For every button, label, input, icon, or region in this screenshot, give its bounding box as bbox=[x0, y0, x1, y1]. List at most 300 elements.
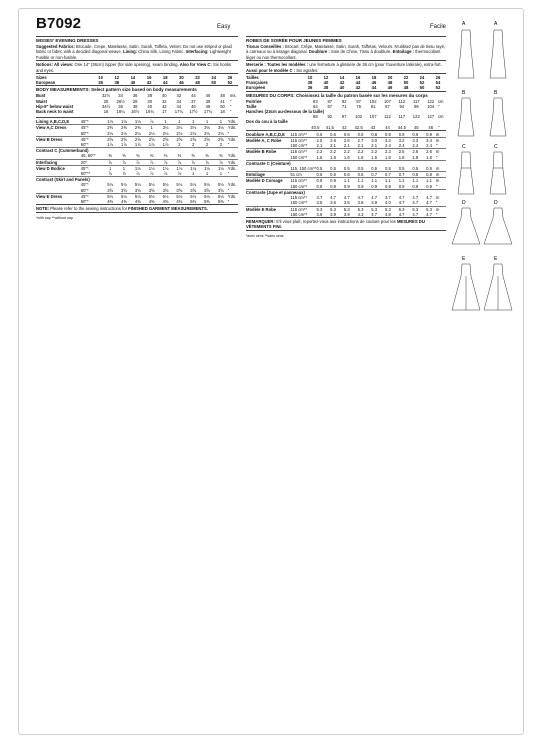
view-c-back-sketch bbox=[490, 152, 506, 194]
yardage-value: 2.2 bbox=[340, 149, 354, 155]
body-text: Please refer to the sewing instructions for bbox=[49, 206, 129, 212]
yardage-value: 0.9 bbox=[398, 183, 405, 189]
yardage-value: 5⅛ bbox=[134, 182, 141, 188]
unit-label: Yds. bbox=[227, 182, 237, 188]
yardage-value: 2.4 bbox=[412, 143, 419, 149]
yardage-value: 3⅛ bbox=[159, 125, 173, 131]
yardage-value: 4.7 bbox=[426, 200, 432, 206]
yardage-value: 2⅛ bbox=[107, 130, 114, 136]
yardage-value: 3⅝ bbox=[204, 187, 210, 193]
yardage-value: 0.5 bbox=[426, 166, 432, 172]
yardage-value: ⅞ bbox=[177, 171, 182, 177]
view-label: View D Bodice bbox=[36, 165, 81, 171]
yardage-value: ⅞ bbox=[136, 171, 140, 177]
yardage-value: 1⅛ bbox=[134, 119, 141, 125]
yardage-value: 0.9 bbox=[357, 183, 364, 189]
yardage-value: 0.6 bbox=[326, 172, 340, 178]
yardage-value: 0.9 bbox=[426, 183, 432, 189]
yardage-value: 2.5 bbox=[395, 149, 409, 155]
measurement-value: 32½ bbox=[101, 93, 111, 99]
size-value: 14 bbox=[130, 75, 136, 81]
measurement-value: 37 bbox=[191, 98, 196, 104]
size-value: 50 bbox=[211, 80, 217, 86]
yardage-value: 3⅝ bbox=[162, 187, 169, 193]
view-label: Doublure A,B,C,D,E bbox=[246, 131, 285, 137]
view-a-front-sketch bbox=[458, 30, 474, 78]
size-value: 10 bbox=[307, 75, 313, 81]
size-value: 42 bbox=[355, 85, 361, 91]
measurement-value: 122 bbox=[427, 98, 435, 104]
unit-label: " bbox=[227, 199, 230, 205]
yardage-value: 1 bbox=[145, 125, 159, 131]
yardage-value: 2⅝ bbox=[117, 136, 131, 142]
measurement-value: 94 bbox=[399, 103, 405, 109]
yardage-value: 2.1 bbox=[357, 143, 364, 149]
measurement-value: 67 bbox=[327, 103, 333, 109]
measurement-value: 28 bbox=[132, 98, 138, 104]
row-label: Tailles bbox=[246, 75, 259, 81]
yardage-value: 1 bbox=[103, 165, 117, 171]
yardage-row bbox=[246, 206, 446, 212]
yardage-value: 1⅛ bbox=[145, 165, 159, 171]
yardage-value: 0.5 bbox=[343, 166, 350, 172]
yardage-value: 1 bbox=[164, 119, 167, 125]
view-letter: D bbox=[462, 200, 466, 206]
yardage-value: 4.7 bbox=[371, 195, 378, 201]
fabric-width: 150 cm** bbox=[290, 211, 308, 217]
yardage-value: 3.5 bbox=[316, 200, 323, 206]
yardage-value: 1⅛ bbox=[214, 165, 228, 171]
view-label: View E Dress bbox=[36, 193, 81, 199]
yardage-value: 0.7 bbox=[381, 172, 395, 178]
yardage-value: 5⅛ bbox=[186, 193, 200, 199]
yardage-value: 3⅛ bbox=[200, 125, 214, 131]
measurement-value: 45 bbox=[413, 124, 419, 130]
yardage-row bbox=[246, 149, 446, 155]
yardage-value: 1.8 bbox=[412, 154, 419, 160]
fabric-width: 150 cm** bbox=[290, 143, 308, 149]
yardage-value: 0.5 bbox=[412, 166, 419, 172]
yardage-value: ⅜ bbox=[108, 153, 112, 159]
unit-label: m bbox=[435, 166, 440, 172]
yardage-value: 0.5 bbox=[357, 166, 364, 172]
yardage-value: 4.7 bbox=[426, 211, 432, 217]
yardage-value: 0.9 bbox=[326, 178, 340, 184]
yardage-value: 2.5 bbox=[313, 138, 327, 144]
body-text: Brocart, Crêpe, Matelassé, Satin, Surah, Taffetas, Velours. N'utilisez pas de tissu rayé, à carreaux ou à tissage diagonal. bbox=[246, 44, 446, 55]
yardage-value: ⅞ bbox=[103, 159, 117, 165]
measurement-value: 127 bbox=[427, 114, 435, 120]
yardage-value: ⅞ bbox=[131, 159, 145, 165]
view-letter: B bbox=[462, 90, 466, 96]
measurement-value: 38 bbox=[132, 103, 138, 109]
measurement-label: Taille bbox=[246, 103, 257, 109]
pattern-number: B7092 bbox=[36, 15, 82, 32]
yardage-value: 2⅛ bbox=[134, 130, 141, 136]
yardage-value: 1⅛ bbox=[200, 165, 214, 171]
divider bbox=[36, 60, 238, 61]
size-value: 38 bbox=[323, 85, 329, 91]
yardage-value: 1 bbox=[192, 171, 195, 177]
fabric-width: 150 cm** bbox=[290, 200, 308, 206]
size-value: 36 bbox=[98, 80, 103, 86]
yardage-value: 5.3 bbox=[408, 206, 422, 212]
yardage-value: 0.9 bbox=[384, 131, 391, 137]
footnote-en: *with nap **without nap bbox=[36, 215, 73, 220]
unit-label: " bbox=[437, 103, 440, 109]
yardage-value: 4.7 bbox=[412, 200, 419, 206]
bold-label: Also for View C: bbox=[179, 62, 212, 68]
divider bbox=[246, 60, 446, 61]
yardage-value: 5⅛ bbox=[159, 193, 173, 199]
yardage-value: 4⅜ bbox=[148, 199, 155, 205]
view-label: View A,C Dress bbox=[36, 125, 81, 131]
measurement-value: 44.5 bbox=[397, 124, 406, 130]
yardage-value: 1.6 bbox=[343, 154, 350, 160]
measurement-value: 48 bbox=[205, 103, 211, 109]
fabric-width: 60"* bbox=[80, 199, 89, 205]
size-value: 14 bbox=[339, 75, 345, 81]
yardage-value: 4.7 bbox=[371, 211, 378, 217]
size-value: 42 bbox=[146, 80, 152, 86]
measurement-value: 16 bbox=[103, 109, 109, 115]
measurement-label: Hip-9" below waist bbox=[36, 103, 74, 109]
yardage-value: 0.7 bbox=[395, 172, 409, 178]
yardage-value: 0.8 bbox=[371, 131, 378, 137]
unit-label: m bbox=[436, 206, 446, 212]
yardage-value: 0.9 bbox=[371, 183, 378, 189]
measurement-value: 112 bbox=[398, 98, 406, 104]
divider bbox=[36, 212, 238, 213]
size-value: 48 bbox=[195, 80, 200, 86]
yardage-value: 4⅜ bbox=[121, 199, 127, 205]
view-e-back-sketch bbox=[484, 264, 512, 310]
yardage-value: 2⅝ bbox=[103, 136, 117, 142]
yardage-value: 2⅛ bbox=[190, 130, 197, 136]
yardage-value: 2 bbox=[205, 142, 209, 148]
body-measurements-title-fr: MESURES DU CORPS: Choisissez la taille du patron basée sur les mesures du corps bbox=[246, 92, 428, 98]
body-text: Six agrafes. bbox=[295, 67, 319, 73]
size-value: 20 bbox=[179, 75, 184, 81]
measurement-value: 92 bbox=[327, 114, 333, 120]
yardage-value: 1⅛ bbox=[159, 165, 173, 171]
unit-label: m bbox=[436, 172, 446, 178]
divider bbox=[36, 117, 238, 118]
measurement-row bbox=[36, 109, 238, 114]
unit-label: " bbox=[227, 142, 230, 148]
fabric-width: 60"* bbox=[80, 187, 89, 193]
divider bbox=[36, 73, 238, 74]
unit-label: m bbox=[436, 149, 446, 155]
measurement-value: 17¾ bbox=[203, 109, 213, 115]
yardage-value: 4.7 bbox=[412, 195, 419, 201]
divider bbox=[36, 204, 238, 205]
yardage-value: 3⅛ bbox=[214, 125, 228, 131]
yardage-value: 2⅛ bbox=[148, 130, 155, 136]
fabric-width: 45"* bbox=[81, 193, 103, 199]
size-value: 46 bbox=[387, 85, 393, 91]
unit-label: Yds. bbox=[227, 119, 237, 125]
yardage-value: 2⅛ bbox=[204, 130, 210, 136]
yardage-value: ⅜ bbox=[122, 153, 126, 159]
measurement-value: 42 bbox=[161, 103, 167, 109]
row-label: European bbox=[36, 80, 56, 86]
yardage-value: 4⅜ bbox=[176, 199, 183, 205]
yardage-value: 4.8 bbox=[384, 211, 391, 217]
yardage-value: ⅜ bbox=[177, 153, 182, 159]
view-letter: C bbox=[494, 144, 498, 150]
measurement-value: 41.5 bbox=[325, 124, 334, 130]
yardage-value: 2⅛ bbox=[176, 130, 183, 136]
fabric-width: 115 cm** bbox=[290, 138, 312, 144]
yardage-value: 2⅝ bbox=[131, 136, 145, 142]
yardage-value: 4.7 bbox=[426, 195, 432, 201]
yardage-value: 2⅝ bbox=[186, 136, 200, 142]
yardage-row bbox=[246, 178, 446, 184]
unit-label: Ins. bbox=[229, 93, 237, 99]
yardage-value: 2⅛ bbox=[121, 130, 127, 136]
measurement-value: 16¾ bbox=[145, 109, 154, 115]
size-value: 44 bbox=[371, 85, 377, 91]
yardage-value: 1 bbox=[219, 171, 223, 177]
fabric-width: 45"* bbox=[81, 165, 103, 171]
yardage-value: 3⅝ bbox=[217, 187, 224, 193]
fabric-width: 115 cm** bbox=[290, 131, 308, 137]
yardage-value: 4.3 bbox=[357, 211, 364, 217]
divider bbox=[246, 130, 446, 131]
measurement-label: Back neck to waist bbox=[36, 109, 74, 115]
row-label: Sizes bbox=[36, 75, 47, 81]
view-letter: C bbox=[462, 144, 466, 150]
yardage-value: 2⅝ bbox=[214, 136, 228, 142]
yardage-value: 0.9 bbox=[412, 131, 419, 137]
view-label: Contraste C (Ceinture) bbox=[246, 160, 446, 166]
yardage-value: 2⅝ bbox=[159, 136, 173, 142]
yardage-value: 5⅛ bbox=[214, 193, 228, 199]
size-value: 48 bbox=[403, 85, 409, 91]
yardage-value: 5⅜ bbox=[217, 199, 224, 205]
size-value: 20 bbox=[387, 75, 393, 81]
yardage-value: 0.9 bbox=[412, 183, 419, 189]
yardage-value: 4⅜ bbox=[134, 199, 141, 205]
yardage-value: 3.3 bbox=[408, 138, 422, 144]
yardage-row bbox=[36, 119, 238, 125]
yardage-value: 5⅛ bbox=[204, 182, 210, 188]
bold-label: FINISHED GARMENT MEASUREMENTS. bbox=[128, 206, 208, 212]
measurement-value: 83 bbox=[313, 98, 318, 104]
title-en: MISSES' EVENING DRESSES bbox=[36, 38, 99, 43]
measurement-value: 40.5 bbox=[311, 124, 320, 130]
unit-label: Yds. bbox=[227, 165, 237, 171]
row-label: Européen bbox=[246, 85, 266, 91]
yardage-value: 0.5 bbox=[371, 166, 378, 172]
measurement-value: 46 bbox=[205, 93, 211, 99]
measurement-value: 97 bbox=[341, 114, 347, 120]
view-d-back-sketch bbox=[484, 208, 512, 244]
unit-label: m bbox=[435, 131, 440, 137]
yardage-value: 1.1 bbox=[354, 178, 368, 184]
yardage-value: 0.6 bbox=[313, 172, 327, 178]
measurement-value: 50 bbox=[220, 103, 225, 109]
yardage-value: 1⅞ bbox=[148, 142, 155, 148]
notions-en bbox=[36, 62, 238, 73]
measurement-value: 43 bbox=[370, 124, 376, 130]
measurement-value: 104 bbox=[427, 103, 435, 109]
yardage-value: 0.5 bbox=[316, 166, 323, 172]
yardage-value: ⅞ bbox=[149, 171, 154, 177]
yardage-value: 2.2 bbox=[367, 149, 381, 155]
yardage-value: 2.1 bbox=[371, 143, 378, 149]
measurement-value: 46 bbox=[428, 124, 434, 130]
yardage-value: 1 bbox=[117, 165, 131, 171]
yardage-value: 0.9 bbox=[426, 131, 432, 137]
yardage-value: ⅜ bbox=[205, 153, 209, 159]
yardage-value: 4.7 bbox=[316, 195, 323, 201]
yardage-value: 5.3 bbox=[313, 206, 327, 212]
measurement-value: 34 bbox=[118, 93, 123, 99]
yardage-value: 4.7 bbox=[398, 195, 405, 201]
yardage-value: 0.8 bbox=[313, 178, 327, 184]
view-label: Contrast (Skirt and Panels) bbox=[36, 177, 238, 183]
bold-label: Aussi pour le modèle C : bbox=[246, 67, 296, 73]
row-label: Françaises bbox=[246, 80, 268, 86]
yardage-value: 2⅜ bbox=[103, 125, 117, 131]
view-label: Entoilage bbox=[246, 172, 290, 178]
measurement-value: 88 bbox=[313, 114, 318, 120]
yardage-value: 5⅛ bbox=[121, 182, 127, 188]
size-value: 38 bbox=[114, 80, 120, 86]
view-label: View B Dress bbox=[36, 136, 81, 142]
yardage-value: 5⅛ bbox=[145, 193, 159, 199]
fabric-width: 150 cm** bbox=[290, 183, 308, 189]
yardage-value: 5⅜ bbox=[190, 199, 197, 205]
yardage-value: 1.1 bbox=[422, 178, 436, 184]
view-label: Contrast C (Cummerbund) bbox=[36, 148, 238, 154]
fabric-width: 115 cm** bbox=[290, 178, 312, 184]
unit-label: " bbox=[229, 109, 232, 115]
unit-label: Yds. bbox=[227, 153, 237, 159]
unit-label: Yds. bbox=[227, 159, 237, 165]
yardage-value: 4⅜ bbox=[107, 199, 114, 205]
yardage-value: 1.6 bbox=[316, 154, 323, 160]
yardage-value: ⅞ bbox=[117, 159, 131, 165]
yardage-value: 5.3 bbox=[381, 206, 395, 212]
yardage-value: 2.2 bbox=[326, 149, 340, 155]
fabric-width: 20" bbox=[81, 159, 103, 165]
yardage-value: 1⅞ bbox=[107, 142, 114, 148]
yardage-value: 1.1 bbox=[395, 178, 409, 184]
yardage-value: 3⅛ bbox=[172, 125, 186, 131]
size-value: 40 bbox=[339, 85, 345, 91]
measurement-value: 32 bbox=[161, 98, 167, 104]
size-value: 40 bbox=[323, 80, 329, 86]
yardage-value: 2 bbox=[192, 142, 195, 148]
divider bbox=[246, 91, 446, 92]
size-value: 36 bbox=[307, 85, 313, 91]
yardage-value: 5⅛ bbox=[217, 182, 224, 188]
yardage-value: 2⅝ bbox=[145, 136, 159, 142]
size-value: 26 bbox=[435, 75, 441, 81]
measurement-value: 46 bbox=[191, 103, 196, 109]
yardage-value: 3.2 bbox=[395, 138, 409, 144]
measurement-value: 36 bbox=[132, 93, 138, 99]
measurement-value: 34½ bbox=[101, 103, 111, 109]
yardage-value: 5.3 bbox=[354, 206, 368, 212]
size-value: 38 bbox=[307, 80, 313, 86]
view-letter: E bbox=[494, 256, 498, 262]
yardage-value: 5⅛ bbox=[162, 182, 169, 188]
measurement-value: 71 bbox=[341, 103, 347, 109]
yardage-value: 1⅛ bbox=[121, 119, 127, 125]
view-letter: B bbox=[494, 90, 498, 96]
unit-label: " bbox=[435, 183, 438, 189]
unit-label: cm bbox=[437, 114, 444, 120]
yardage-value: 4⅜ bbox=[162, 199, 169, 205]
view-label: Modèle D Corsage bbox=[246, 178, 290, 184]
measurement-value: 92 bbox=[341, 98, 347, 104]
size-value: 10 bbox=[98, 75, 103, 81]
yardage-value: 0.9 bbox=[343, 183, 350, 189]
yardage-value: 0.9 bbox=[398, 131, 405, 137]
yardage-value: ⅞ bbox=[145, 159, 159, 165]
fabric-width: 45"* bbox=[81, 125, 103, 131]
yardage-value: 0.8 bbox=[408, 172, 422, 178]
measurement-value: 25 bbox=[103, 98, 109, 104]
footnote-fr: *avec sens **sans sens bbox=[246, 233, 284, 238]
measurement-value: 44 bbox=[191, 93, 196, 99]
yardage-value: 2 bbox=[219, 142, 223, 148]
yardage-value: 4.7 bbox=[384, 195, 391, 201]
body-text: S'il vous plaît, reportez-vous aux instructions de couture pour les bbox=[274, 218, 397, 224]
yardage-table-en bbox=[36, 119, 238, 204]
suggested-fabrics-en bbox=[36, 44, 238, 60]
measurement-value: 16½ bbox=[131, 109, 140, 115]
yardage-value: 3⅝ bbox=[134, 187, 141, 193]
body-text: Soie de Chine, Tissu à doublure. bbox=[329, 49, 393, 55]
yardage-value: 2⅝ bbox=[172, 136, 186, 142]
measurement-label: Poitrine bbox=[246, 98, 262, 104]
yardage-value: 3⅛ bbox=[186, 125, 200, 131]
yardage-value: 2⅜ bbox=[117, 125, 131, 131]
yardage-value: 1.1 bbox=[408, 178, 422, 184]
yardage-value: ⅞ bbox=[149, 119, 154, 125]
yardage-value: 4.7 bbox=[330, 195, 336, 201]
yardage-value: 1⅛ bbox=[107, 119, 114, 125]
yardage-value: 1 bbox=[178, 119, 181, 125]
measurement-value: 107 bbox=[369, 114, 377, 120]
yardage-value: 3.5 bbox=[343, 200, 350, 206]
yardage-value: 3.4 bbox=[422, 138, 436, 144]
yardage-table-fr bbox=[246, 132, 446, 217]
view-c-front-sketch bbox=[458, 152, 474, 194]
note-en bbox=[36, 206, 238, 211]
unit-label: " bbox=[229, 103, 232, 109]
size-value: 16 bbox=[146, 75, 152, 81]
divider bbox=[246, 230, 446, 231]
fabric-width: 45"* bbox=[80, 119, 89, 125]
size-value: 26 bbox=[227, 75, 233, 81]
yardage-value: ⅞ bbox=[108, 171, 112, 177]
yardage-value: 0.8 bbox=[422, 172, 436, 178]
measurement-value: 122 bbox=[412, 114, 420, 120]
yardage-value: 1.8 bbox=[384, 154, 391, 160]
yardage-value: 2.1 bbox=[316, 143, 323, 149]
measurement-label: Dos du cou à la taille bbox=[246, 119, 288, 125]
size-value: 50 bbox=[403, 80, 409, 86]
yardage-value: 5.3 bbox=[367, 206, 381, 212]
unit-label: " bbox=[435, 200, 438, 206]
view-letter: D bbox=[494, 200, 498, 206]
